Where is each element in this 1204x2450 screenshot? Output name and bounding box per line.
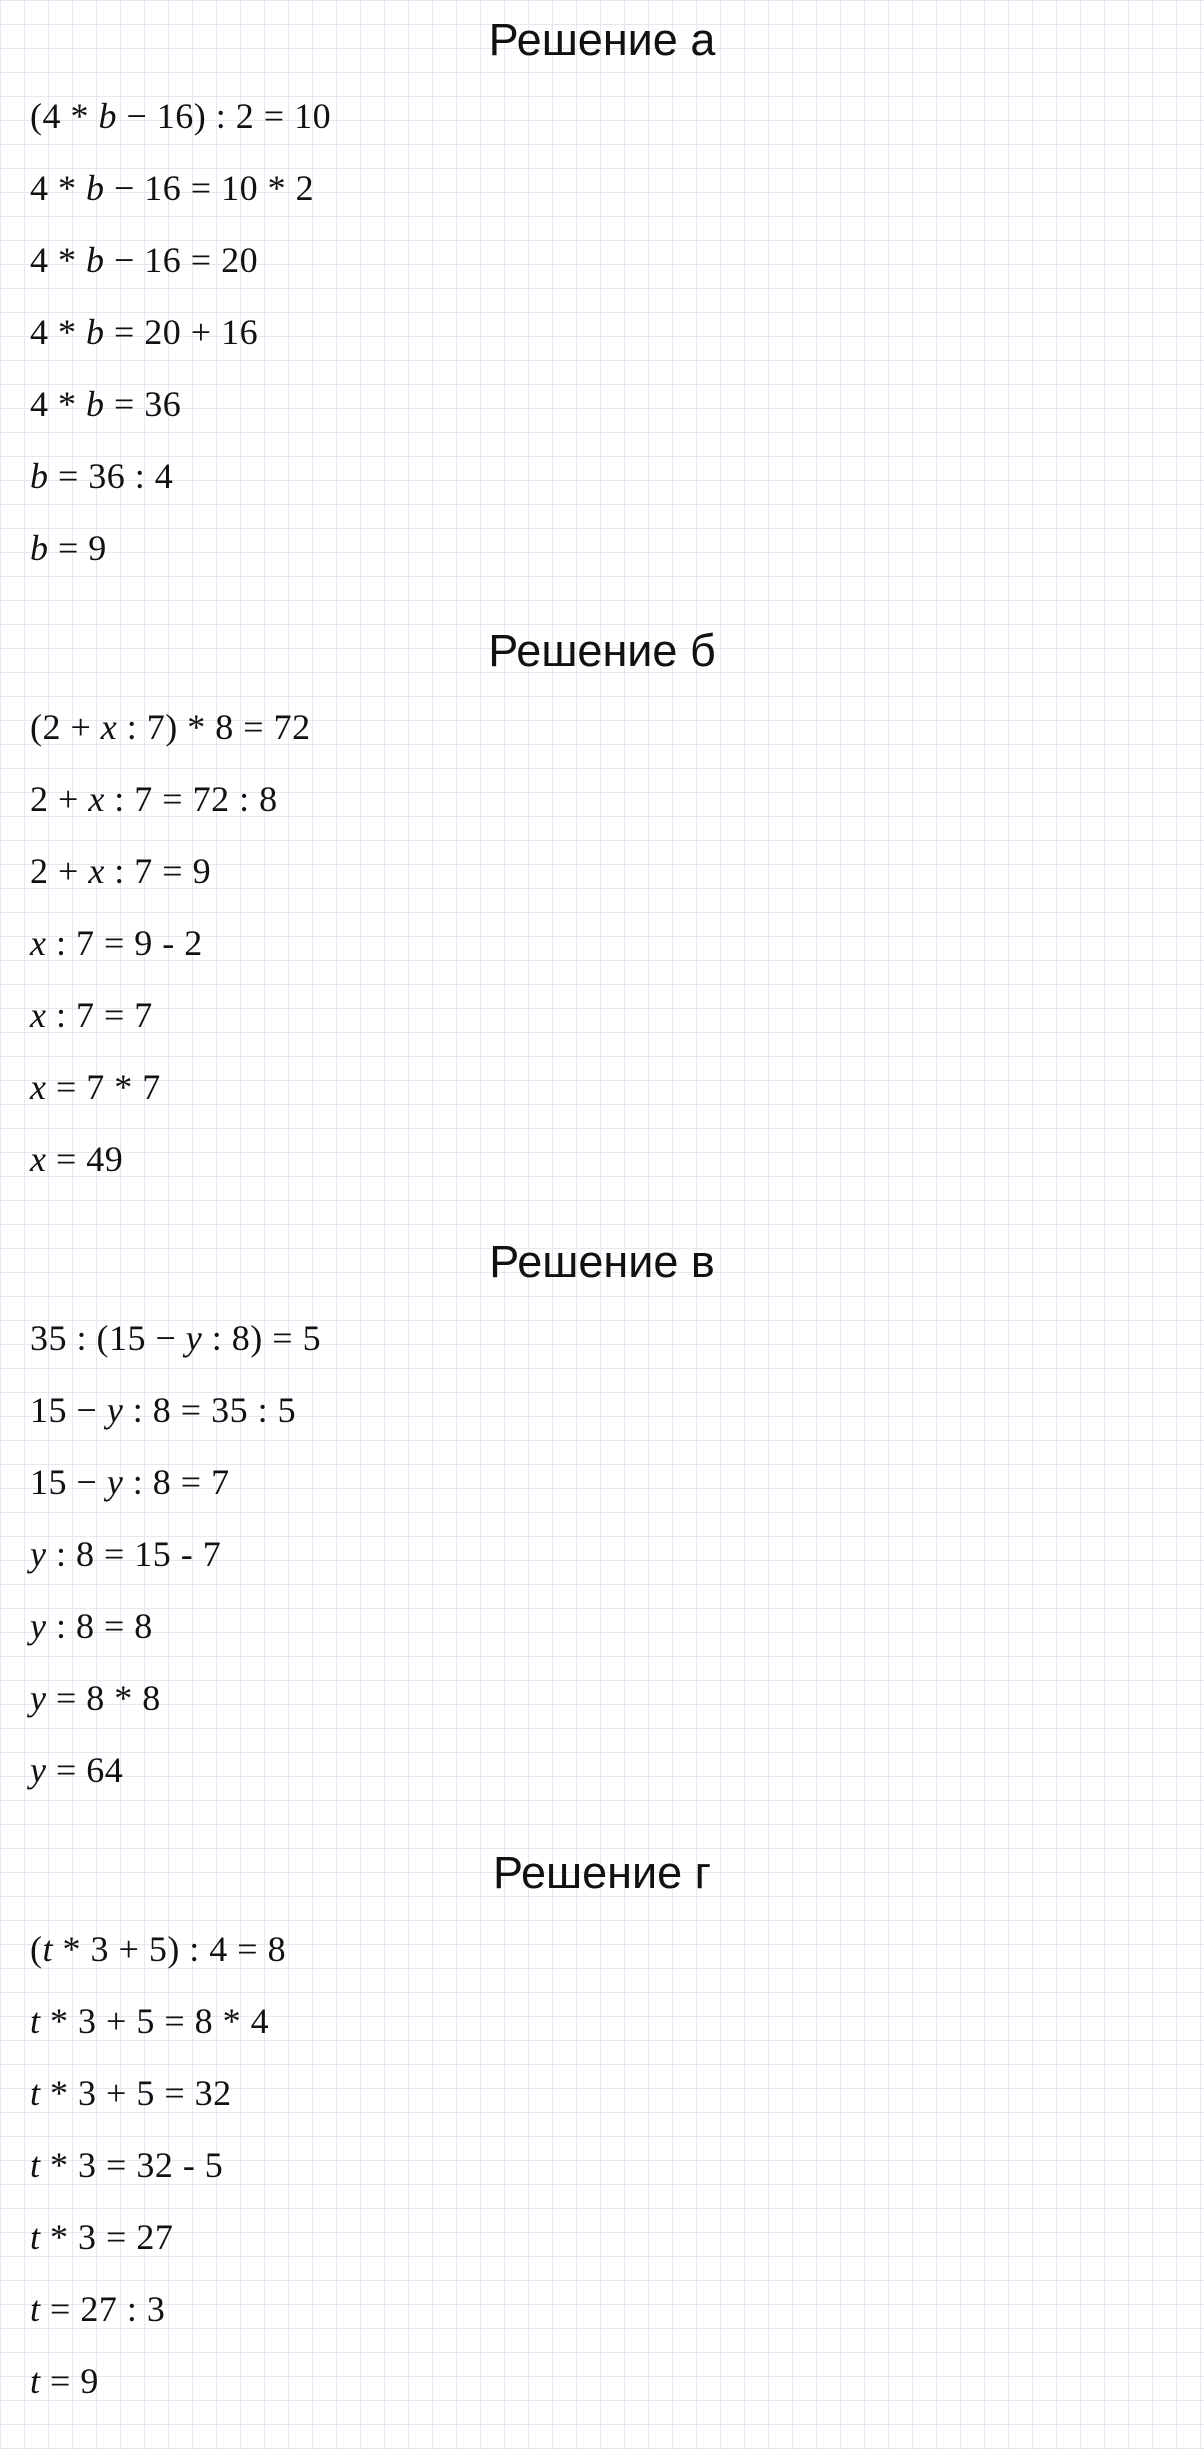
equation-line: 2 + x : 7 = 9 [30, 851, 212, 891]
equation-line: 35 : (15 − y : 8) = 5 [30, 1318, 322, 1358]
equation-line: t = 9 [30, 2361, 99, 2401]
equation-line: x : 7 = 7 [30, 995, 153, 1035]
equation-line: x : 7 = 9 - 2 [30, 923, 203, 963]
solution-section-a [0, 0, 1204, 584]
equation-line: t * 3 = 27 [30, 2217, 174, 2257]
equation-line: y : 8 = 15 - 7 [30, 1534, 222, 1574]
solution-section-g [0, 1833, 1204, 2417]
equation-line: (4 * b − 16) : 2 = 10 [30, 96, 332, 136]
equation-line: x = 7 * 7 [30, 1067, 161, 1107]
equation-line: t * 3 + 5 = 8 * 4 [30, 2001, 270, 2041]
solution-section-b [0, 611, 1204, 1195]
equation-line: x = 49 [30, 1139, 124, 1179]
equation-line: 15 − y : 8 = 35 : 5 [30, 1390, 297, 1430]
equation-line: b = 9 [30, 528, 107, 568]
equation-line: (t * 3 + 5) : 4 = 8 [30, 1929, 287, 1969]
equation-line: t * 3 = 32 - 5 [30, 2145, 224, 2185]
equation-line: 4 * b = 36 [30, 384, 182, 424]
equation-line: y = 8 * 8 [30, 1678, 161, 1718]
section-title: Решение г [492, 1847, 712, 1898]
equation-line: t = 27 : 3 [30, 2289, 166, 2329]
section-title: Решение в [489, 1236, 715, 1287]
equation-line: 4 * b = 20 + 16 [30, 312, 259, 352]
equation-line: 4 * b − 16 = 10 * 2 [30, 168, 315, 208]
section-title: Решение а [488, 14, 716, 65]
equation-line: 2 + x : 7 = 72 : 8 [30, 779, 278, 819]
equation-line: y = 64 [30, 1750, 124, 1790]
equation-line: (2 + x : 7) * 8 = 72 [30, 707, 311, 747]
equation-line: 15 − y : 8 = 7 [30, 1462, 230, 1502]
solution-section-v [0, 1222, 1204, 1806]
equation-line: b = 36 : 4 [30, 456, 174, 496]
equation-line: 4 * b − 16 = 20 [30, 240, 259, 280]
section-title: Решение б [488, 625, 716, 676]
equation-line: t * 3 + 5 = 32 [30, 2073, 232, 2113]
equation-line: y : 8 = 8 [30, 1606, 153, 1646]
